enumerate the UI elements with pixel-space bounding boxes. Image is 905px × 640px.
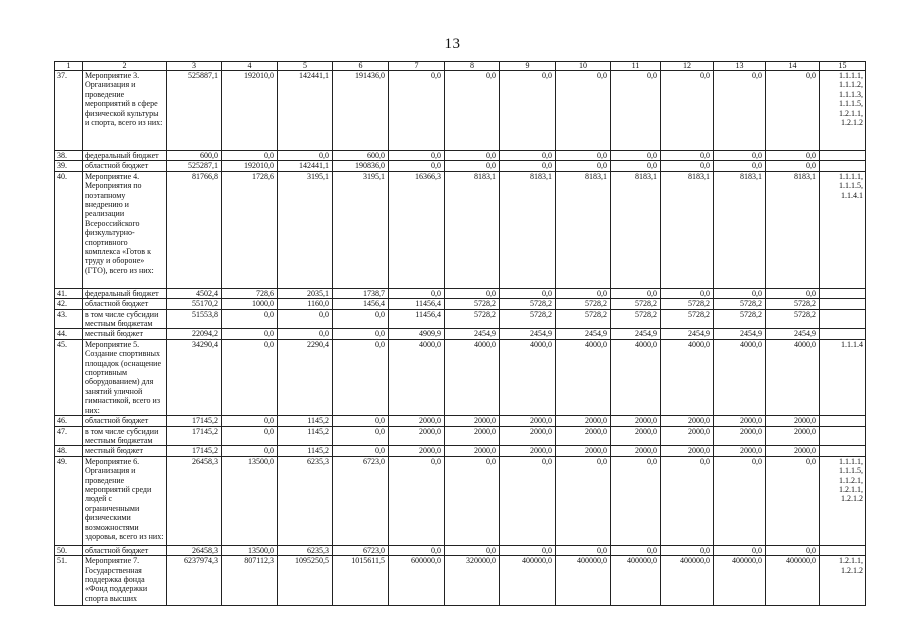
budget-table <box>54 61 866 606</box>
value-cell: 4502,4 <box>167 288 222 298</box>
value-cell: 0,0 <box>445 456 500 545</box>
value-cell: 4000,0 <box>611 339 661 415</box>
value-cell: 192010,0 <box>222 161 278 171</box>
value-cell: 2454,9 <box>661 329 714 339</box>
header-row <box>55 62 866 71</box>
value-cell: 0,0 <box>766 151 820 161</box>
value-cell: 13500,0 <box>222 456 278 545</box>
value-cell: 2035,1 <box>278 288 333 298</box>
row-number-cell: 38. <box>55 151 83 161</box>
value-cell: 5728,2 <box>661 299 714 309</box>
table-row <box>55 288 866 298</box>
value-cell: 0,0 <box>389 456 445 545</box>
value-cell: 81766,8 <box>167 171 222 288</box>
value-cell: 0,0 <box>389 161 445 171</box>
value-cell: 0,0 <box>500 151 556 161</box>
indicator-cell <box>820 161 866 171</box>
value-cell: 51553,8 <box>167 309 222 329</box>
value-cell: 2000,0 <box>500 446 556 456</box>
indicator-cell <box>820 329 866 339</box>
value-cell: 0,0 <box>333 446 389 456</box>
value-cell: 2000,0 <box>611 426 661 446</box>
activity-name-cell: Мероприятие 5. Создание спортивных площадок (оснащение спортивным оборудованием) для занятий уличной гимнастикой, всего из них: <box>83 339 167 415</box>
value-cell: 6723,0 <box>333 545 389 555</box>
value-cell: 0,0 <box>611 288 661 298</box>
activity-name-cell: федеральный бюджет <box>83 151 167 161</box>
value-cell: 4909,9 <box>389 329 445 339</box>
value-cell: 2000,0 <box>556 446 611 456</box>
value-cell: 8183,1 <box>714 171 766 288</box>
activity-name-cell: в том числе субсидии местным бюджетам <box>83 309 167 329</box>
value-cell: 2454,9 <box>766 329 820 339</box>
row-number-cell: 47. <box>55 426 83 446</box>
value-cell: 1145,2 <box>278 416 333 426</box>
indicator-cell: 1.2.1.1, 1.2.1.2 <box>820 556 866 606</box>
value-cell: 0,0 <box>389 288 445 298</box>
value-cell: 4000,0 <box>445 339 500 415</box>
value-cell: 4000,0 <box>556 339 611 415</box>
value-cell: 0,0 <box>389 71 445 151</box>
value-cell: 0,0 <box>278 151 333 161</box>
value-cell: 0,0 <box>222 426 278 446</box>
value-cell: 0,0 <box>278 309 333 329</box>
value-cell: 6237974,3 <box>167 556 222 606</box>
value-cell: 0,0 <box>500 161 556 171</box>
activity-name-cell: Мероприятие 6. Организация и проведение мероприятий среди людей с ограниченными физическими возможностями здоровья, всего из них: <box>83 456 167 545</box>
header-cell: 10 <box>556 62 611 71</box>
value-cell: 1738,7 <box>333 288 389 298</box>
header-cell: 4 <box>222 62 278 71</box>
value-cell: 600,0 <box>333 151 389 161</box>
value-cell: 0,0 <box>661 288 714 298</box>
header-cell: 14 <box>766 62 820 71</box>
table-row <box>55 416 866 426</box>
value-cell: 3195,1 <box>333 171 389 288</box>
activity-name-cell: Мероприятие 4. Мероприятия по поэтапному внедрению и реализации Всероссийского физкультурно-спортивного комплекса «Готов к труду и обороне» (ГТО), всего из них: <box>83 171 167 288</box>
value-cell: 0,0 <box>445 71 500 151</box>
value-cell: 2000,0 <box>389 416 445 426</box>
value-cell: 5728,2 <box>500 299 556 309</box>
activity-name-cell: в том числе субсидии местным бюджетам <box>83 426 167 446</box>
value-cell: 400000,0 <box>661 556 714 606</box>
value-cell: 0,0 <box>333 329 389 339</box>
row-number-cell: 37. <box>55 71 83 151</box>
value-cell: 6235,3 <box>278 545 333 555</box>
value-cell: 5728,2 <box>714 309 766 329</box>
value-cell: 2000,0 <box>389 446 445 456</box>
table-row <box>55 329 866 339</box>
value-cell: 2454,9 <box>500 329 556 339</box>
value-cell: 0,0 <box>556 71 611 151</box>
value-cell: 0,0 <box>714 151 766 161</box>
value-cell: 0,0 <box>766 288 820 298</box>
value-cell: 1000,0 <box>222 299 278 309</box>
header-cell: 8 <box>445 62 500 71</box>
value-cell: 0,0 <box>661 71 714 151</box>
indicator-cell: 1.1.1.1, 1.1.1.5, 1.1.4.1 <box>820 171 866 288</box>
value-cell: 0,0 <box>556 288 611 298</box>
value-cell: 0,0 <box>714 71 766 151</box>
table-row <box>55 309 866 329</box>
value-cell: 2454,9 <box>445 329 500 339</box>
value-cell: 4000,0 <box>714 339 766 415</box>
value-cell: 8183,1 <box>556 171 611 288</box>
value-cell: 1015611,5 <box>333 556 389 606</box>
value-cell: 0,0 <box>714 288 766 298</box>
page-number: 13 <box>444 36 461 52</box>
value-cell: 0,0 <box>333 416 389 426</box>
value-cell: 17145,2 <box>167 426 222 446</box>
value-cell: 0,0 <box>333 309 389 329</box>
value-cell: 142441,1 <box>278 71 333 151</box>
value-cell: 807112,3 <box>222 556 278 606</box>
header-cell: 1 <box>55 62 83 71</box>
row-number-cell: 41. <box>55 288 83 298</box>
indicator-cell <box>820 299 866 309</box>
value-cell: 13500,0 <box>222 545 278 555</box>
value-cell: 2454,9 <box>556 329 611 339</box>
value-cell: 2000,0 <box>556 426 611 446</box>
indicator-cell <box>820 288 866 298</box>
value-cell: 2000,0 <box>445 446 500 456</box>
value-cell: 600,0 <box>167 151 222 161</box>
value-cell: 2000,0 <box>661 426 714 446</box>
indicator-cell: 1.1.1.4 <box>820 339 866 415</box>
value-cell: 0,0 <box>445 161 500 171</box>
value-cell: 2000,0 <box>389 426 445 446</box>
value-cell: 0,0 <box>500 288 556 298</box>
value-cell: 2290,4 <box>278 339 333 415</box>
value-cell: 2454,9 <box>714 329 766 339</box>
row-number-cell: 50. <box>55 545 83 555</box>
value-cell: 34290,4 <box>167 339 222 415</box>
value-cell: 0,0 <box>714 456 766 545</box>
value-cell: 0,0 <box>222 329 278 339</box>
row-number-cell: 40. <box>55 171 83 288</box>
value-cell: 0,0 <box>611 545 661 555</box>
table-row <box>55 456 866 545</box>
value-cell: 0,0 <box>611 71 661 151</box>
value-cell: 2000,0 <box>556 416 611 426</box>
activity-name-cell: областной бюджет <box>83 299 167 309</box>
value-cell: 4000,0 <box>389 339 445 415</box>
value-cell: 26458,3 <box>167 545 222 555</box>
value-cell: 320000,0 <box>445 556 500 606</box>
indicator-cell <box>820 151 866 161</box>
value-cell: 192010,0 <box>222 71 278 151</box>
value-cell: 22094,2 <box>167 329 222 339</box>
header-cell: 13 <box>714 62 766 71</box>
table-row <box>55 446 866 456</box>
indicator-cell <box>820 446 866 456</box>
header-cell: 3 <box>167 62 222 71</box>
row-number-cell: 51. <box>55 556 83 606</box>
value-cell: 1095250,5 <box>278 556 333 606</box>
value-cell: 2000,0 <box>766 416 820 426</box>
value-cell: 2000,0 <box>445 416 500 426</box>
activity-name-cell: Мероприятие 7. Государственная поддержка фонда «Фонд поддержки спорта высших <box>83 556 167 606</box>
table-row <box>55 71 866 151</box>
value-cell: 0,0 <box>222 309 278 329</box>
value-cell: 0,0 <box>766 161 820 171</box>
indicator-cell <box>820 545 866 555</box>
value-cell: 0,0 <box>661 161 714 171</box>
value-cell: 5728,2 <box>661 309 714 329</box>
table-row <box>55 545 866 555</box>
value-cell: 728,6 <box>222 288 278 298</box>
header-cell: 7 <box>389 62 445 71</box>
value-cell: 190836,0 <box>333 161 389 171</box>
value-cell: 2000,0 <box>445 426 500 446</box>
value-cell: 4000,0 <box>661 339 714 415</box>
value-cell: 0,0 <box>389 151 445 161</box>
header-cell: 2 <box>83 62 167 71</box>
value-cell: 5728,2 <box>766 309 820 329</box>
value-cell: 0,0 <box>556 456 611 545</box>
value-cell: 8183,1 <box>445 171 500 288</box>
value-cell: 0,0 <box>222 151 278 161</box>
value-cell: 8183,1 <box>611 171 661 288</box>
value-cell: 0,0 <box>222 446 278 456</box>
value-cell: 5728,2 <box>500 309 556 329</box>
value-cell: 0,0 <box>766 456 820 545</box>
value-cell: 0,0 <box>661 545 714 555</box>
value-cell: 5728,2 <box>445 299 500 309</box>
row-number-cell: 45. <box>55 339 83 415</box>
table-row <box>55 299 866 309</box>
value-cell: 0,0 <box>766 71 820 151</box>
value-cell: 400000,0 <box>556 556 611 606</box>
header-cell: 5 <box>278 62 333 71</box>
row-number-cell: 49. <box>55 456 83 545</box>
value-cell: 5728,2 <box>766 299 820 309</box>
value-cell: 17145,2 <box>167 446 222 456</box>
value-cell: 0,0 <box>556 151 611 161</box>
table-row <box>55 151 866 161</box>
value-cell: 0,0 <box>500 71 556 151</box>
value-cell: 0,0 <box>333 426 389 446</box>
value-cell: 4000,0 <box>500 339 556 415</box>
value-cell: 4000,0 <box>766 339 820 415</box>
value-cell: 0,0 <box>661 456 714 545</box>
value-cell: 2000,0 <box>500 416 556 426</box>
value-cell: 0,0 <box>611 151 661 161</box>
value-cell: 2000,0 <box>766 426 820 446</box>
value-cell: 16366,3 <box>389 171 445 288</box>
row-number-cell: 42. <box>55 299 83 309</box>
table-row <box>55 161 866 171</box>
row-number-cell: 43. <box>55 309 83 329</box>
activity-name-cell: Мероприятие 3. Организация и проведение мероприятий в сфере физической культуры и спорта, всего из них: <box>83 71 167 151</box>
value-cell: 0,0 <box>714 545 766 555</box>
value-cell: 6235,3 <box>278 456 333 545</box>
value-cell: 0,0 <box>278 329 333 339</box>
indicator-cell <box>820 416 866 426</box>
header-cell: 6 <box>333 62 389 71</box>
value-cell: 400000,0 <box>500 556 556 606</box>
value-cell: 55170,2 <box>167 299 222 309</box>
value-cell: 0,0 <box>333 339 389 415</box>
value-cell: 0,0 <box>766 545 820 555</box>
value-cell: 5728,2 <box>714 299 766 309</box>
value-cell: 26458,3 <box>167 456 222 545</box>
value-cell: 5728,2 <box>556 309 611 329</box>
header-cell: 9 <box>500 62 556 71</box>
indicator-cell: 1.1.1.1, 1.1.1.2, 1.1.1.3, 1.1.1.5, 1.2.1.1, 1.2.1.2 <box>820 71 866 151</box>
value-cell: 11456,4 <box>389 299 445 309</box>
value-cell: 1145,2 <box>278 426 333 446</box>
value-cell: 0,0 <box>445 151 500 161</box>
value-cell: 400000,0 <box>714 556 766 606</box>
value-cell: 525287,1 <box>167 161 222 171</box>
value-cell: 2000,0 <box>661 446 714 456</box>
value-cell: 400000,0 <box>611 556 661 606</box>
table-row <box>55 339 866 415</box>
value-cell: 0,0 <box>611 161 661 171</box>
value-cell: 0,0 <box>611 456 661 545</box>
value-cell: 0,0 <box>661 151 714 161</box>
value-cell: 0,0 <box>500 456 556 545</box>
value-cell: 2000,0 <box>611 446 661 456</box>
table-row <box>55 426 866 446</box>
value-cell: 0,0 <box>714 161 766 171</box>
activity-name-cell: областной бюджет <box>83 416 167 426</box>
activity-name-cell: местный бюджет <box>83 329 167 339</box>
header-cell: 15 <box>820 62 866 71</box>
value-cell: 5728,2 <box>445 309 500 329</box>
value-cell: 191436,0 <box>333 71 389 151</box>
value-cell: 1728,6 <box>222 171 278 288</box>
value-cell: 8183,1 <box>661 171 714 288</box>
activity-name-cell: областной бюджет <box>83 161 167 171</box>
value-cell: 3195,1 <box>278 171 333 288</box>
value-cell: 142441,1 <box>278 161 333 171</box>
header-cell: 11 <box>611 62 661 71</box>
value-cell: 5728,2 <box>611 299 661 309</box>
value-cell: 1456,4 <box>333 299 389 309</box>
value-cell: 2000,0 <box>661 416 714 426</box>
row-number-cell: 46. <box>55 416 83 426</box>
indicator-cell <box>820 309 866 329</box>
row-number-cell: 48. <box>55 446 83 456</box>
value-cell: 2000,0 <box>714 446 766 456</box>
table-row <box>55 556 866 606</box>
value-cell: 0,0 <box>222 416 278 426</box>
value-cell: 8183,1 <box>500 171 556 288</box>
value-cell: 1145,2 <box>278 446 333 456</box>
value-cell: 0,0 <box>389 545 445 555</box>
header-cell: 12 <box>661 62 714 71</box>
value-cell: 2000,0 <box>500 426 556 446</box>
indicator-cell <box>820 426 866 446</box>
activity-name-cell: федеральный бюджет <box>83 288 167 298</box>
row-number-cell: 39. <box>55 161 83 171</box>
value-cell: 17145,2 <box>167 416 222 426</box>
activity-name-cell: местный бюджет <box>83 446 167 456</box>
value-cell: 525887,1 <box>167 71 222 151</box>
value-cell: 0,0 <box>556 545 611 555</box>
value-cell: 2000,0 <box>714 416 766 426</box>
value-cell: 0,0 <box>222 339 278 415</box>
value-cell: 1160,0 <box>278 299 333 309</box>
value-cell: 2000,0 <box>611 416 661 426</box>
row-number-cell: 44. <box>55 329 83 339</box>
value-cell: 5728,2 <box>556 299 611 309</box>
value-cell: 6723,0 <box>333 456 389 545</box>
value-cell: 11456,4 <box>389 309 445 329</box>
value-cell: 2000,0 <box>714 426 766 446</box>
activity-name-cell: областной бюджет <box>83 545 167 555</box>
value-cell: 8183,1 <box>766 171 820 288</box>
value-cell: 0,0 <box>445 288 500 298</box>
value-cell: 400000,0 <box>766 556 820 606</box>
value-cell: 0,0 <box>556 161 611 171</box>
value-cell: 5728,2 <box>611 309 661 329</box>
value-cell: 600000,0 <box>389 556 445 606</box>
table-row <box>55 171 866 288</box>
value-cell: 0,0 <box>445 545 500 555</box>
indicator-cell: 1.1.1.1, 1.1.1.5, 1.1.2.1, 1.2.1.1, 1.2.1.2 <box>820 456 866 545</box>
value-cell: 2000,0 <box>766 446 820 456</box>
value-cell: 2454,9 <box>611 329 661 339</box>
value-cell: 0,0 <box>500 545 556 555</box>
